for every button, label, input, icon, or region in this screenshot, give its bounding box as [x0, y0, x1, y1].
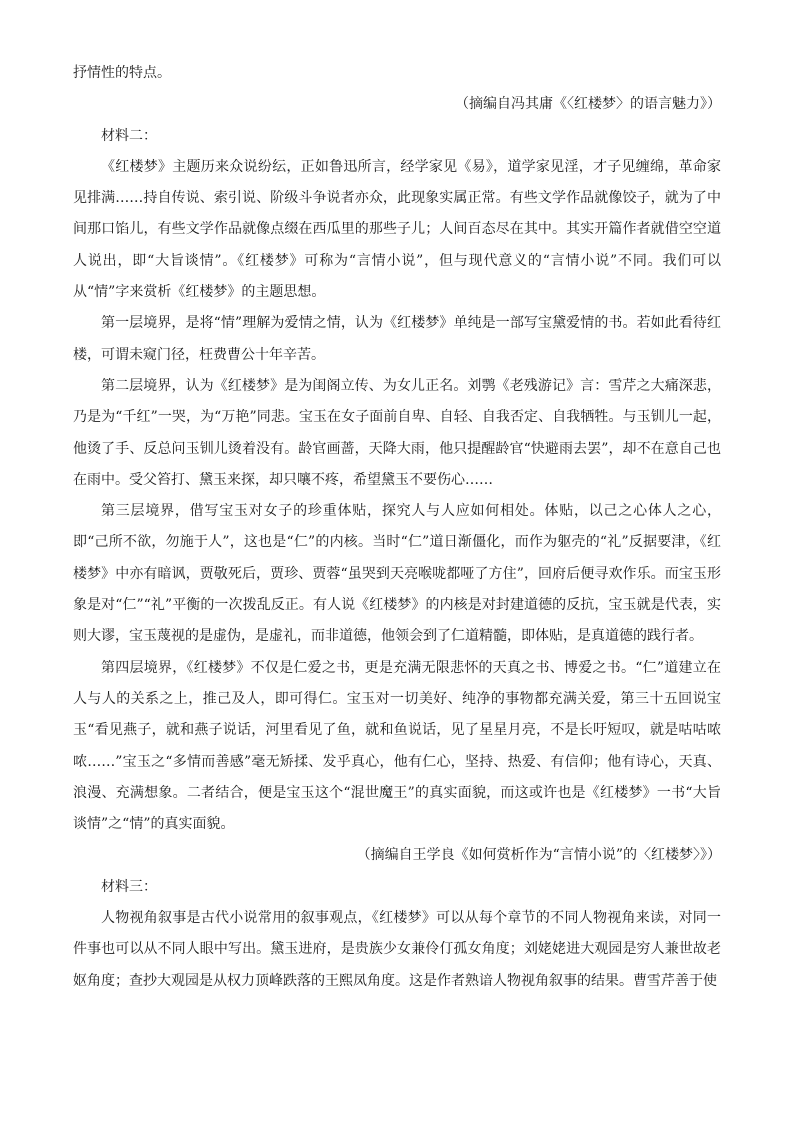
source-citation-1: （摘编自冯其庸《〈红楼梦〉的语言魅力》）: [455, 96, 721, 113]
paragraph-level-2: 第二层境界，认为《红楼梦》是为闺阁立传、为女儿正名。刘鹗《老残游记》言：雪芹之大痛深悲，乃是为“千红”一哭，为“万艳”同悲。宝玉在女子面前自卑、自轻、自我否定、自我牺牲。与玉钏儿一起，他烫了手、反总问玉钏儿烫着没有。龄官画蔷，天降大雨，他只提醒龄官“快避雨去罢”，却不在意自己也在雨中。受父笞打、黛玉来探，却只嚷不疼，希望黛玉不要伤心……: [73, 377, 721, 488]
section-heading-material-3: 材料三：: [101, 878, 157, 895]
document-page: [73, 58, 721, 997]
paragraph-level-3: 第三层境界，借写宝玉对女子的珍重体贴，探究人与人应如何相处。体贴，以己之心体人之心，即“己所不欲，勿施于人”，这也是“仁”的内核。当时“仁”道日渐僵化，而作为躯壳的“礼”反据要津，《红楼梦》中亦有暗讽，贾敬死后，贾珍、贾蓉“虽哭到天亮喉咙都哑了方住”，回府后便寻欢作乐。而宝玉形象是对“仁”“礼”平衡的一次拨乱反正。有人说《红楼梦》的内核是对封建道德的反抗，宝玉就是代表，实则大谬，宝玉蔑视的是虚伪，是虚礼，而非道德，他领会到了仁道精髓，即体贴，是真道德的践行者。: [73, 503, 721, 645]
paragraph-continuation: 抒情性的特点。: [73, 65, 171, 81]
paragraph-level-4: 第四层境界，《红楼梦》不仅是仁爱之书，更是充满无限悲怀的天真之书、博爱之书。“仁”道建立在人与人的关系之上，推己及人，即可得仁。宝玉对一切美好、纯净的事物都充满关爱，第三十五回说宝玉“看见燕子，就和燕子说话，河里看见了鱼，就和鱼说话，见了星星月亮，不是长吁短叹，就是咕咕哝哝……”宝玉之“多情而善感”毫无矫揉、发乎真心，他有仁心，坚持、热爱、有信仰；他有诗心，天真、浪漫、充满想象。二者结合，便是宝玉这个“混世魔王”的真实面貌，而这或许也是《红楼梦》一书“大旨谈情”之“情”的真实面貌。: [73, 659, 721, 833]
paragraph-level-1: 第一层境界，是将“情”理解为爱情之情，认为《红楼梦》单纯是一部写宝黛爱情的书。若如此看待红楼，可谓未窥门径，枉费曹公十年辛苦。: [73, 315, 721, 363]
section-heading-material-2: 材料二：: [101, 127, 157, 144]
source-citation-2: （摘编自王学良《如何赏析作为“言情小说”的〈红楼梦〉》）: [356, 847, 721, 864]
paragraph-intro: 《红楼梦》主题历来众说纷纭，正如鲁迅所言，经学家见《易》，道学家见淫，才子见缠绵，革命家见排满……持自传说、索引说、阶级斗争说者亦众，此现象实属正常。有些文学作品就像饺子，就为了中间那口馅儿，有些文学作品就像点缀在西瓜里的那些子儿；人间百态尽在其中。其实开篇作者就借空空道人说出，即“大旨谈情”。《红楼梦》可称为“言情小说”，但与现代意义的“言情小说”不同。我们可以从“情”字来赏析《红楼梦》的主题思想。: [73, 158, 721, 301]
paragraph-narrative-perspective: 人物视角叙事是古代小说常用的叙事观点，《红楼梦》可以从每个章节的不同人物视角来读，对同一件事也可以从不同人眼中写出。黛玉进府，是贵族少女兼伶仃孤女角度；刘姥姥进大观园是穷人兼世故老妪角度；查抄大观园是从权力顶峰跌落的王熙凤角度。这是作者熟谙人物视角叙事的结果。曹雪芹善于使: [73, 910, 721, 989]
